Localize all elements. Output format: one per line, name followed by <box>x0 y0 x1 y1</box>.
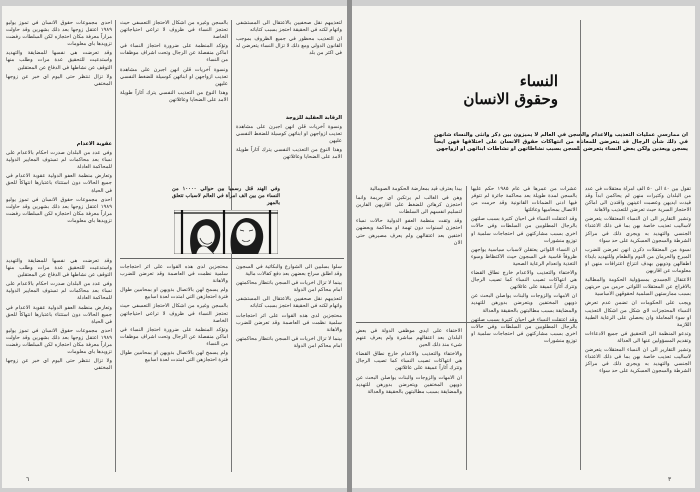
paragraph: تقول بين ٤٠ الى ٥٠ الف امرأة معتقلات في عدد من البلدان وكثيرات منهن لم يحاكمن ابداً وقد قيدت ايديهن وعصبت اعينهن واقتدن الى اماكن الاحتجاز السرية حيث تعرضن للتعذيب والاهانة <box>585 186 691 214</box>
article-column <box>120 20 228 208</box>
article-column <box>471 186 577 470</box>
paragraph: وتؤكد المنظمة على ضرورة احتجاز النساء في اماكن منفصلة عن الرجال وتحت اشراف موظفات من النساء <box>120 43 228 64</box>
paragraph: ان النساء اللواتي يعتقلن لاسباب سياسية يواجهن ظروفاً قاسية في السجون حيث الاكتظاظ وسوء التغذية وانعدام الرعاية الصحية <box>471 246 577 267</box>
paragraph: بينما لا تزال اخريات في السجن بانتظار محاكمتهن امام محاكم امن الدولة <box>236 280 342 294</box>
section-subheading: الرقابة العقلية للزوجة <box>285 115 342 121</box>
paragraph: وفي عدد من البلدان صدرت احكام بالاعدام على نساء بعد محاكمات لم تستوف المعايير الدولية للمحاكمة العادلة <box>6 281 112 302</box>
prison-bars-illustration <box>174 210 278 254</box>
paragraph: ان الامهات والزوجات والبنات يواصلن البحث عن ذويهن المختفين ويتعرضن بدورهن للتهديد والمضايقة بسبب مطالبتهن بالحقيقة والعدالة <box>356 374 462 395</box>
article-title: النساء وحقوق الانسان <box>463 72 558 108</box>
right-page <box>352 6 695 488</box>
paragraph: وتعارض منظمة العفو الدولية عقوبة الاعدام في جميع الحالات دون استثناء باعتبارها انتهاكاً للحق في الحياة <box>6 173 112 194</box>
section-subheading: عقوبة الاعدام <box>76 141 112 147</box>
article-column <box>356 186 462 320</box>
illustration-caption: وفي الهند قتل رسمياً بين حوالي ١٠٠٠٠ من النساء من بين الف امرأة في العالم لاسباب تتعلق بالمهر <box>172 186 280 206</box>
paragraph: نسوة من المعتقلات ذكرن انهن تعرضن للضرب المبرح والحرمان من النوم والطعام وللتهديد بايذاء اطفالهن وذويهن بهدف انتزاع اعترافات منهن او معلومات عن اقاربهن <box>585 246 691 275</box>
paragraph: محتجزين لدى هذه القوات على اثر احتجاجات سلمية نظمت في العاصمة وقد تعرضن للضرب والاهانة <box>120 264 228 285</box>
paragraph: سلوا بسلبين الى الشوارع والبكائية في السجون وقد اطلق سراح بعضهن بعد دفع كفالات مالية <box>236 264 342 278</box>
paragraph: يبدأ يعترف قيد بمعارضة الحكومة الصومالية <box>369 186 462 192</box>
paragraph: ونسوة آخريات قلن انهن اجبرن على مشاهدة تعذيب ازواجهن او ابنائهن كوسيلة للضغط النفسي عليهن <box>120 66 228 87</box>
paragraph: وتدعو المنظمة الى التحقيق في جميع الادعاءات وتقديم المسؤولين عنها الى العدالة <box>585 330 691 344</box>
paragraph: وهن في الغالب لم يرتكبن اي جريمة وانما احتجزن كرهائن للضغط على اقاربهن الفارين لتسليم انفسهم الى السلطات <box>356 195 462 216</box>
paragraph: احدى مجموعات حقوق الانسان في تموز يوليو ١٩٨٩ اعتقل زوجها بعد ذلك بشهرين وقد حاولت مراراً معرفة مكان احتجازه لكن السلطات رفضت تزويدها باي معلومات <box>6 20 112 48</box>
paragraph: الاعتقال الجسدي بمسؤولية الحكومة والمطالبة بالافراج عن المعتقلات اللواتي حرمن من حريتهن بسبب ممارستهن السلمية لحقوقهن الاساسية <box>585 277 691 298</box>
paragraph: لتعذيبهم نقل صحفيين بالاعتقال الى المستشفى واتهام لكنه في الحقيقة احتجز بسبب كتاباته <box>236 296 342 310</box>
paragraph: الاختفاء على ايدي موظفي الدولة في بعض البلدان بعد اعتقالهم مباشرة ولم يعرف عنهم شيء منذ ذلك الحين <box>356 328 462 349</box>
paragraph: وتشير التقارير الى ان النساء المعتقلات يتعرضن لاساليب تعذيب خاصة بهن بما في ذلك الاعتداء الجنسي والتهديد به ويجري ذلك في مراكز الشرطة والسجون العسكرية على حد سواء <box>585 216 691 244</box>
article-column <box>6 258 112 470</box>
article-lead: ان ممارسي عمليات التعذيب والاعدام والسجن في العالم لا يميزون بين ذكر وانثى والنساء شأنهن في ذلك شأن الرجال قد يتعرضن للمعاناة من انتهاكات حقوق الانسان على اختلافها فهن ايضاً يسجن ويعذبن ولكن بعض النساء يتعرضن للسجن بسبب نشاطاتهن او نشاطات ابنائهن او ازواجهن <box>434 132 688 153</box>
paragraph: ان الامهات والزوجات والبنات يواصلن البحث عن ذويهن المختفين ويتعرضن بدورهن للتهديد والمضايقة بسبب مطالبتهن بالحقيقة والعدالة <box>471 293 577 314</box>
article-column <box>236 264 342 470</box>
article-column <box>6 138 112 258</box>
column-divider <box>115 20 116 472</box>
paragraph: وقد تعرضت هي نفسها للمضايقة والتهديد واستدعيت للتحقيق عدة مرات وطلب منها التوقف عن نشاطها في الدفاع عن المعتقلين <box>6 50 112 71</box>
paragraph: محتجزين لدى هذه القوات على اثر احتجاجات سلمية نظمت في العاصمة وقد تعرضن للضرب والاهانة <box>236 312 342 333</box>
paragraph: وتؤكد المنظمة على ضرورة احتجاز النساء في اماكن منفصلة عن الرجال وتحت اشراف موظفات من النساء <box>120 326 228 347</box>
article-column <box>6 20 112 138</box>
section-rule <box>120 258 344 259</box>
paragraph: ولا تزال تنتظر حتى اليوم اي خبر عن زوجها المختفي <box>6 73 112 87</box>
paragraph: والاختفاء والتعذيب والاعدام خارج نطاق القضاء هي انتهاكات تصيب النساء كما تصيب الرجال وتترك آثاراً عميقة على عائلاتهن <box>356 351 462 372</box>
paragraph: وقد وثقت منظمة العفو الدولية حالات نساء احتجزن لسنوات دون تهمة او محاكمة وبعضهن اختفين بعد اعتقالهن ولم يعرف مصيرهن حتى الان <box>356 218 462 246</box>
paragraph: عشرات من عمرها في عام ١٩٨٥ حكم عليها بالسجن لمدة طويلة بعد محاكمة جائرة لم تتوفر فيها ادنى الضمانات القانونية وقد حرمت من الاتصال بمحاميها وعائلتها <box>471 186 577 214</box>
paragraph: ولم يسمح لهن بالاتصال بذويهن او بمحامين طوال فترة احتجازهن التي امتدت لعدة اسابيع <box>120 287 228 301</box>
article-column <box>585 186 691 470</box>
paragraph: وهذا النوع من التعذيب النفسي يترك آثاراً طويلة الامد على الضحايا وعائلاتهن <box>236 147 342 161</box>
paragraph: بينما لا تزال اخريات في السجن بانتظار محاكمتهن امام محاكم امن الدولة <box>236 335 342 349</box>
paragraph: وقد اعتقلت النساء في احيان كثيرة بسبب صلتهن بالرجال المطلوبين من السلطات وفي حالات اخرى بسبب مشاركتهن في احتجاجات سلمية او توزيع منشورات <box>471 216 577 244</box>
paragraph: وتشير التقارير الى ان النساء المعتقلات يتعرضن لاساليب تعذيب خاصة بهن بما في ذلك الاعتداء الجنسي والتهديد به ويجري ذلك في مراكز الشرطة والسجون العسكرية على حد سواء <box>585 346 691 375</box>
paragraph: وفي عدد من البلدان صدرت احكام بالاعدام على نساء بعد محاكمات لم تستوف المعايير الدولية للمحاكمة العادلة <box>6 150 112 171</box>
page-number: ٣ <box>668 476 672 483</box>
paragraph: وتعارض منظمة العفو الدولية عقوبة الاعدام في جميع الحالات دون استثناء باعتبارها انتهاكاً للحق في الحياة <box>6 304 112 325</box>
page-number: ٦ <box>26 476 30 483</box>
paragraph: ونسوة آخريات قلن انهن اجبرن على مشاهدة تعذيب ازواجهن او ابنائهن كوسيلة للضغط النفسي عليهن <box>236 124 342 145</box>
column-divider <box>580 20 581 470</box>
paragraph: ولم يسمح لهن بالاتصال بذويهن او بمحامين طوال فترة احتجازهن التي امتدت لعدة اسابيع <box>120 350 228 364</box>
paragraph: ان التعذيب محظور في جميع الظروف بموجب القانون الدولي ومع ذلك لا تزال النساء يتعرضن له في اكثر من بلد <box>236 36 342 57</box>
paragraph: لتعذيبهم نقل صحفيين بالاعتقال الى المستشفى واتهام لكنه في الحقيقة احتجز بسبب كتاباته <box>236 20 342 34</box>
article-column <box>356 328 462 470</box>
paragraph: وهذا النوع من التعذيب النفسي يترك آثاراً طويلة الامد على الضحايا وعائلاتهن <box>120 89 228 103</box>
article-column <box>236 20 342 112</box>
paragraph: احدى مجموعات حقوق الانسان في تموز يوليو ١٩٨٩ اعتقل زوجها بعد ذلك بشهرين وقد حاولت مراراً معرفة مكان احتجازه لكن السلطات رفضت تزويدها باي معلومات <box>6 196 112 224</box>
paragraph: احدى مجموعات حقوق الانسان في تموز يوليو ١٩٨٩ اعتقل زوجها بعد ذلك بشهرين وقد حاولت مراراً معرفة مكان احتجازه لكن السلطات رفضت تزويدها باي معلومات <box>6 327 112 356</box>
paragraph: وقد اعتقلت النساء في احيان كثيرة بسبب صلتهن بالرجال المطلوبين من السلطات وفي حالات اخرى بسبب مشاركتهن في احتجاجات سلمية او توزيع منشورات <box>471 316 577 344</box>
paragraph: بالسجن وغيره من اشكال الاحتجاز التعسفي حيث تحتجز النساء في ظروف لا تراعي احتياجاتهن الخاصة <box>120 20 228 41</box>
paragraph: بالسجن وغيره من اشكال الاحتجاز التعسفي حيث تحتجز النساء في ظروف لا تراعي احتياجاتهن الخاصة <box>120 303 228 324</box>
paragraph: والاختفاء والتعذيب والاعدام خارج نطاق القضاء هي انتهاكات تصيب النساء كما تصيب الرجال وتترك آثاراً عميقة على عائلاتهن <box>471 270 577 291</box>
column-divider <box>466 186 467 470</box>
paragraph: وقد تعرضت هي نفسها للمضايقة والتهديد واستدعيت للتحقيق عدة مرات وطلب منها التوقف عن نشاطها في الدفاع عن المعتقلين <box>6 258 112 279</box>
paragraph: ولا تزال تنتظر حتى اليوم اي خبر عن زوجها المختفي <box>6 358 112 372</box>
paragraph: ويجب على الحكومات ان تضمن عدم تعرض النساء المحتجزات لاي شكل من اشكال التعذيب او سوء المعاملة وان يحصلن على الرعاية الطبية اللازمة <box>585 300 691 328</box>
article-column <box>120 264 228 470</box>
left-page <box>2 6 347 488</box>
